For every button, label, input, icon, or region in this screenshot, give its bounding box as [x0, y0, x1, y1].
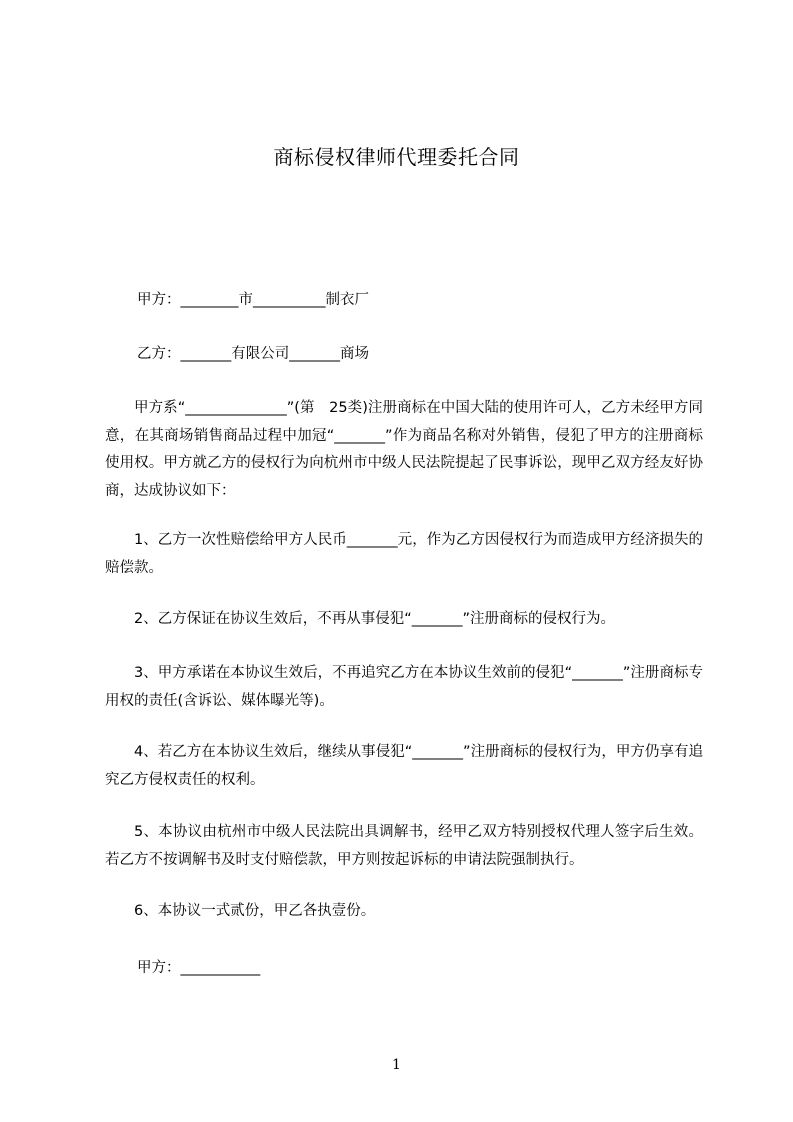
party-a-line: 甲方：________市__________制衣厂	[137, 292, 369, 308]
page-number: 1	[392, 1057, 401, 1073]
party-b-line: 乙方：_______有限公司_______商场	[137, 346, 369, 362]
clause-6: 6、本协议一式贰份，甲乙各执壹份。	[134, 903, 376, 919]
signature-party-a: 甲方：___________	[137, 960, 261, 976]
clause-1: 1、乙方一次性赔偿给甲方人民币_______元，作为乙方因侵权行为而造成甲方经济损失的赔偿款。	[105, 532, 703, 576]
clause-2: 2、乙方保证在协议生效后，不再从事侵犯“_______”注册商标的侵权行为。	[134, 611, 615, 627]
clause-4: 4、若乙方在本协议生效后，继续从事侵犯“_______”注册商标的侵权行为，甲方仍享有追究乙方侵权责任的权利。	[105, 744, 703, 788]
clause-5: 5、本协议由杭州市中级人民法院出具调解书，经甲乙双方特别授权代理人签字后生效。若乙方不按调解书及时支付赔偿款，甲方则按起诉标的申请法院强制执行。	[105, 824, 703, 868]
document-title: 商标侵权律师代理委托合同	[273, 145, 520, 169]
intro-paragraph: 甲方系“______________”(第 25类)注册商标在中国大陆的使用许可人，乙方未经甲方同意，在其商场销售商品过程中加冠“_______”作为商品名称对外销售，侵犯了甲方的注册商标使用权。甲方就乙方的侵权行为向杭州市中级人民法院提起了民事诉讼，现甲乙双方经友好协商，达成协议如下：	[105, 400, 703, 499]
clause-3: 3、甲方承诺在本协议生效后，不再追究乙方在本协议生效前的侵犯“_______”注册商标专用权的责任(含诉讼、媒体曝光等)。	[105, 665, 703, 709]
